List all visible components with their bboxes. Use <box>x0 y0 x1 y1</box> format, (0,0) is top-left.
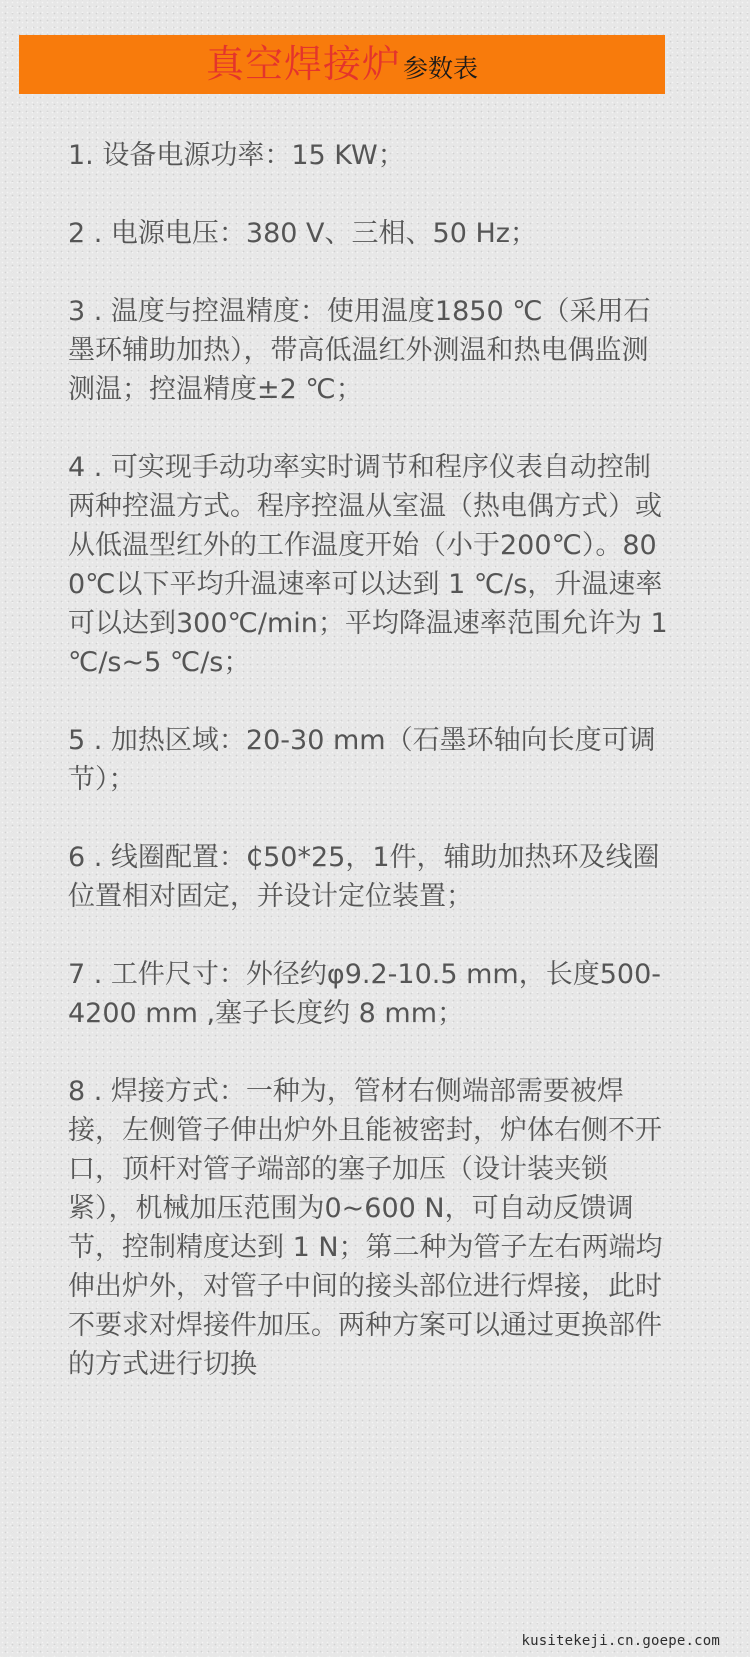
page-subtitle: 参数表 <box>403 54 479 83</box>
title-banner <box>19 35 665 94</box>
param-item-workpiece-size: 7 . 工件尺寸：外径约φ9.2-10.5 mm，长度500-4200 mm ,塞子长度约 8 mm； <box>68 959 661 1029</box>
param-item-voltage: 2 . 电源电压：380 V、三相、50 Hz； <box>68 218 537 249</box>
param-item-temp-control-mode: 4 . 可实现手动功率实时调节和程序仪表自动控制两种控温方式。程序控温从室温（热电偶方式）或从低温型红外的工作温度开始（小于200℃）。800℃以下平均升温速率可以达到 1 ℃/s，升温速率可以达到300℃/min；平均降温速率范围允许为 1 ℃/s~5 ℃/s； <box>68 452 668 678</box>
site-watermark: kusitekeji.cn.goepe.com <box>521 1633 720 1649</box>
param-item-temperature: 3 . 温度与控温精度：使用温度1850 ℃（采用石墨环辅助加热），带高低温红外测温和热电偶监测测温；控温精度±2 ℃； <box>68 296 651 405</box>
param-item-power: 1. 设备电源功率：15 KW； <box>68 140 405 171</box>
parameter-list <box>68 136 668 1384</box>
param-item-heating-zone: 5 . 加热区域：20-30 mm（石墨环轴向长度可调节）； <box>68 725 656 795</box>
param-item-coil-config: 6 . 线圈配置：₵50*25，1件，辅助加热环及线圈位置相对固定，并设计定位装置； <box>68 842 660 912</box>
param-item-welding-method: 8 . 焊接方式：一种为，管材右侧端部需要被焊接，左侧管子伸出炉外且能被密封，炉体右侧不开口，顶杆对管子端部的塞子加压（设计装夹锁紧），机械加压范围为0~600 N，可自动反馈调节，控制精度达到 1 N；第二种为管子左右两端均伸出炉外，对管子中间的接头部位进行焊接，此时不要求对焊接件加压。两种方案可以通过更换部件的方式进行切换 <box>68 1076 663 1380</box>
page-title: 真空焊接炉 <box>205 42 401 86</box>
